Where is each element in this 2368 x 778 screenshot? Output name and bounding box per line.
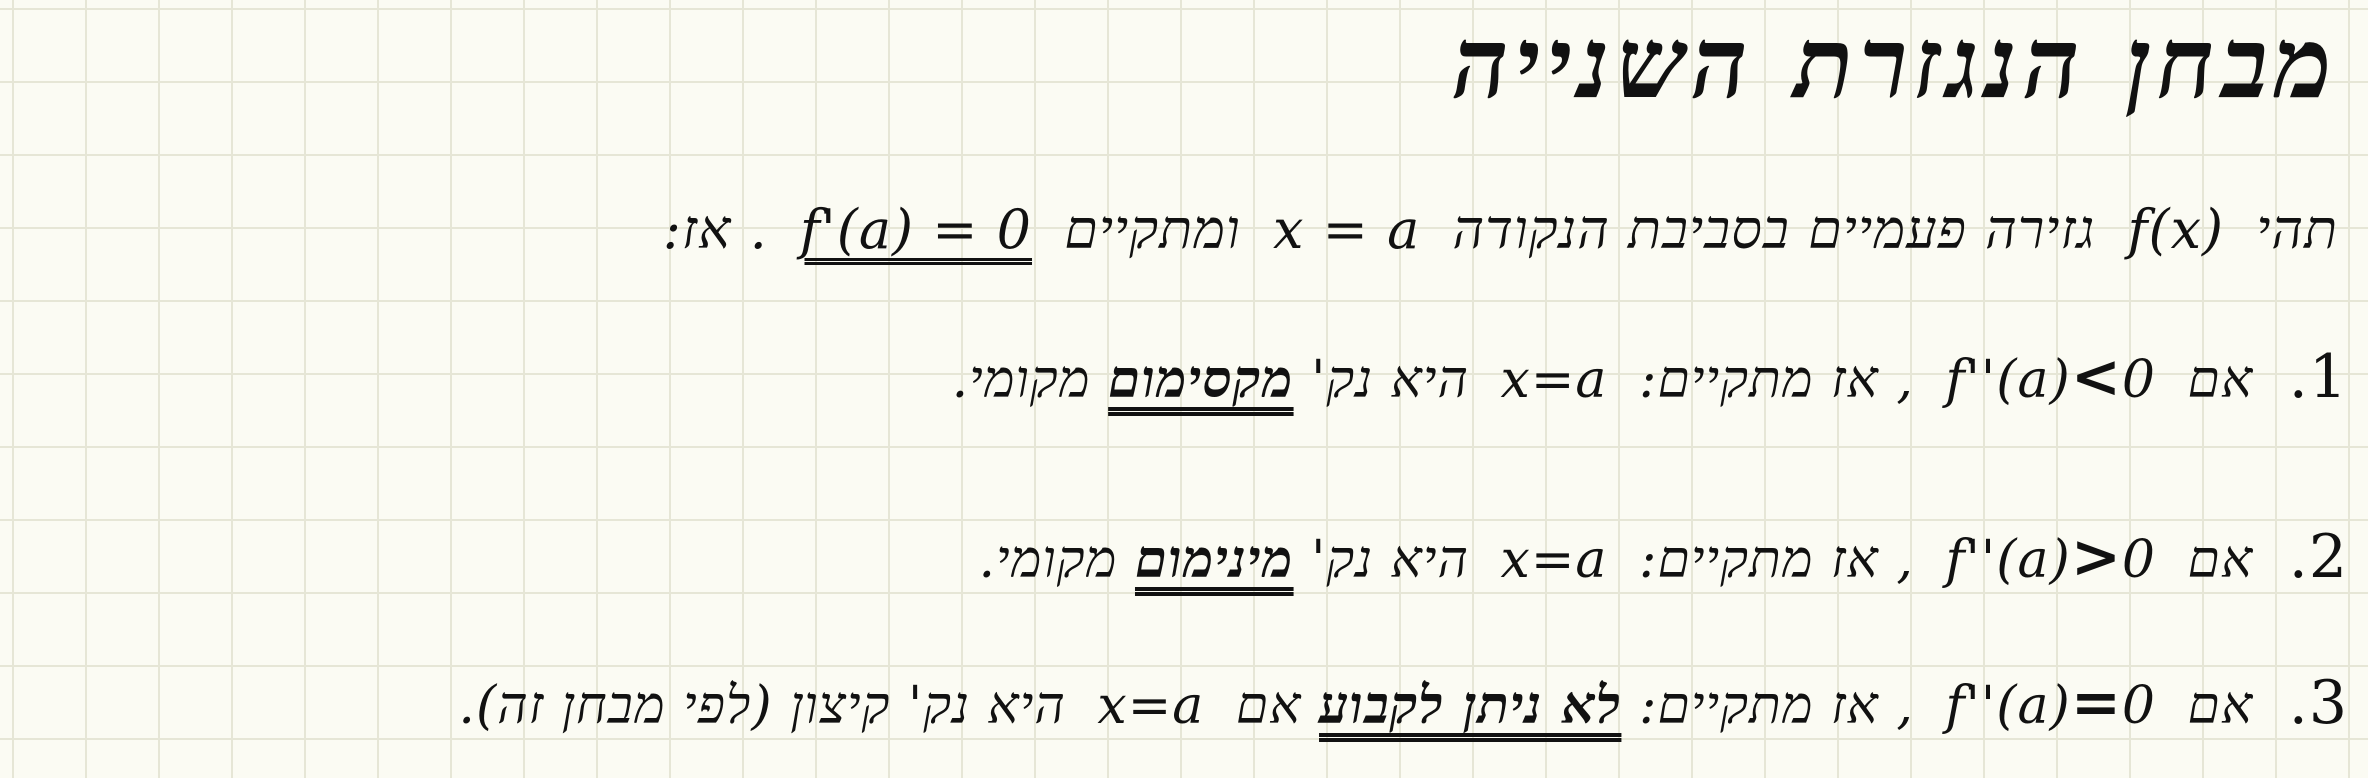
rule-number-2: 2. [2288,522,2348,592]
rule-expr-right-3: 0 [2121,676,2157,736]
rule-expr-left-2: f''(a) [1945,530,2071,590]
intro-condition: f'(a) = 0 [799,198,1033,261]
rule-expr-left-3: f''(a) [1945,676,2071,736]
rule-number-3: 3. [2288,668,2348,738]
rule-x-eq-a-1: x=a [1500,350,1608,410]
rule-is-point-1: היא נק' [1311,350,1469,410]
rule-then-1: , אז מתקיים: [1638,350,1914,410]
rule-highlight-3: לא ניתן לקבוע [1319,675,1622,736]
intro-and-holds: ומתקיים [1064,198,1241,261]
rule-x-eq-a-3: x=a [1097,676,1205,736]
rule-highlight-1: מקסימום [1108,349,1294,410]
rule-expression-3 [1945,668,2157,738]
rule-is-point-2: היא נק' [1311,530,1469,590]
rule-then-3: , אז מתקיים: [1638,676,1914,736]
rule-then-2: , אז מתקיים: [1638,530,1914,590]
rule-if-2: אם [2187,530,2254,590]
rule-if-again-3: אם [1235,676,1302,736]
rule-number-1: 1. [2288,342,2348,412]
rule-item-3 [458,668,2348,738]
intro-then: . אז: [662,198,768,261]
rule-expr-rel-3: = [2070,668,2122,738]
rule-expr-right-2: 0 [2121,530,2157,590]
intro-x-eq-a: x = a [1273,198,1421,261]
rule-x-eq-a-2: x=a [1500,530,1608,590]
rule-end-2: מקומי. [978,530,1118,590]
page-title: מבחן הנגזרת השנייה [1452,6,2338,121]
intro-let: תהי [2256,198,2338,261]
rule-end-3: היא נק' קיצון (לפי מבחן זה). [458,676,1066,736]
rule-expr-rel-2: > [2070,522,2122,592]
rule-expr-rel-1: < [2070,342,2122,412]
rule-item-1 [952,342,2348,412]
intro-fx: f(x) [2127,198,2225,261]
rule-end-1: מקומי. [951,350,1091,410]
rule-expression-2 [1945,522,2157,592]
rule-highlight-2: מינימום [1134,529,1294,590]
rule-expr-right-1: 0 [2121,350,2157,410]
intro-line [663,198,2338,261]
intro-differentiable: גזירה פעמיים בסביבת הנקודה [1452,198,2096,261]
rule-expr-left-1: f''(a) [1945,350,2071,410]
rule-if-3: אם [2187,676,2254,736]
rule-item-2 [979,522,2349,592]
rule-if-1: אם [2187,350,2254,410]
rule-expression-1 [1945,342,2157,412]
